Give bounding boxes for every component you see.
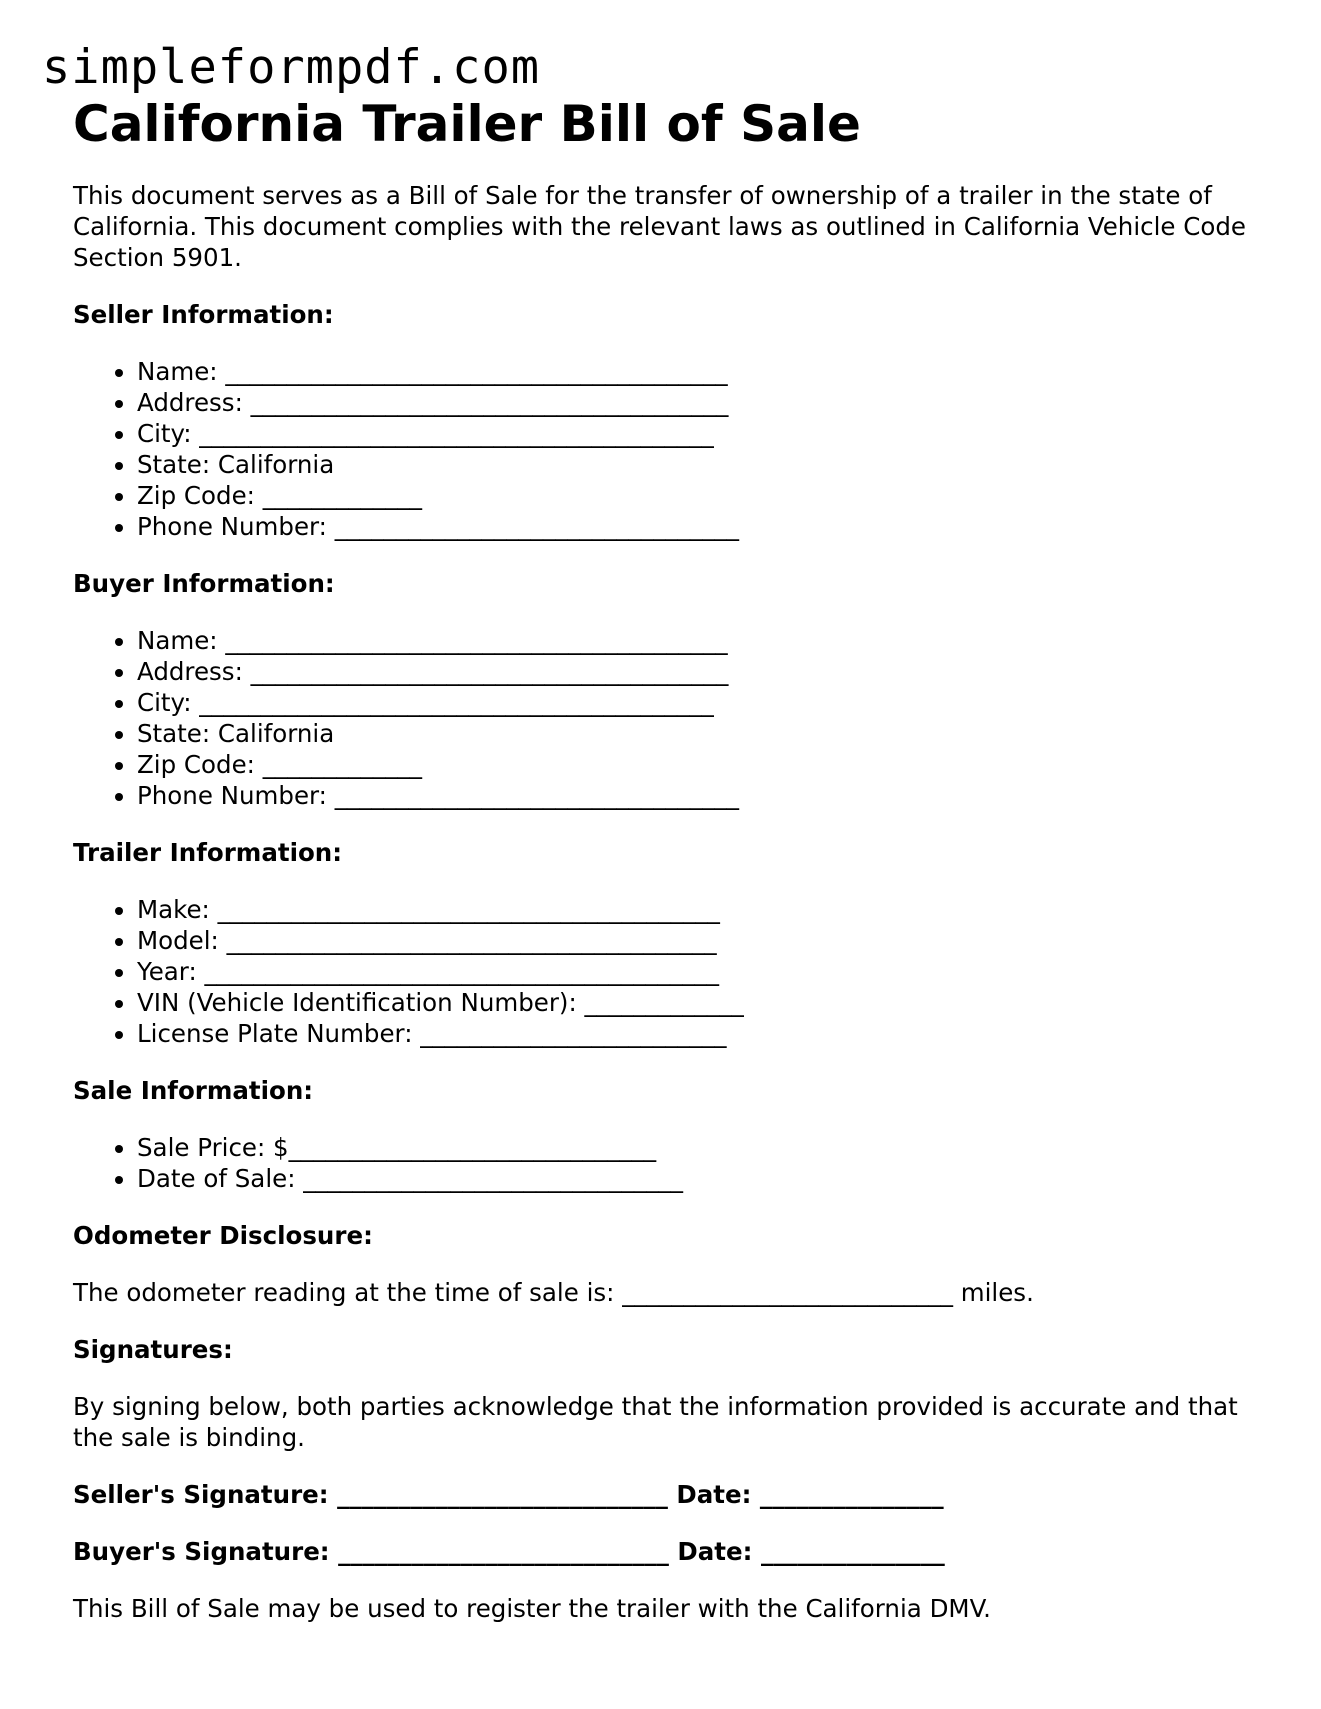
buyer-name-field[interactable]: • Name: _________________________________________: [137, 625, 1253, 656]
buyer-phone-field[interactable]: • Phone Number: _________________________________: [137, 780, 1253, 811]
buyer-address-field[interactable]: • Address: _______________________________________: [137, 656, 1253, 687]
trailer-model-field[interactable]: • Model: ________________________________________: [137, 925, 1253, 956]
footer-note: This Bill of Sale may be used to register the trailer with the California DMV.: [73, 1594, 991, 1623]
document-title: California Trailer Bill of Sale: [73, 95, 861, 153]
seller-state-field: • State: California: [137, 449, 1253, 480]
sale-list: [73, 1132, 1253, 1194]
buyer-list: [73, 625, 1253, 811]
seller-phone-field[interactable]: • Phone Number: _________________________________: [137, 511, 1253, 542]
odometer-reading-field[interactable]: The odometer reading at the time of sale is: ___________________________ miles.: [73, 1278, 1034, 1307]
seller-city-field[interactable]: • City: __________________________________________: [137, 418, 1253, 449]
trailer-year-field[interactable]: • Year: __________________________________________: [137, 956, 1253, 987]
trailer-heading: Trailer Information:: [73, 838, 343, 867]
buyer-zip-field[interactable]: • Zip Code: _____________: [137, 749, 1253, 780]
document: [73, 90, 1253, 1624]
intro-paragraph: This document serves as a Bill of Sale for the transfer of ownership of a trailer in the state of California. This document complies with the relevant laws as outlined in California Vehicle Code Section 5901.: [73, 181, 1246, 272]
seller-heading: Seller Information:: [73, 300, 334, 329]
seller-address-field[interactable]: • Address: _______________________________________: [137, 387, 1253, 418]
trailer-make-field[interactable]: • Make: _________________________________________: [137, 894, 1253, 925]
seller-signature-line[interactable]: Seller's Signature: ___________________________ Date: _______________: [73, 1480, 944, 1509]
buyer-state-field: • State: California: [137, 718, 1253, 749]
sale-date-field[interactable]: • Date of Sale: _______________________________: [137, 1163, 1253, 1194]
site-watermark: simpleformpdf.com: [42, 40, 541, 95]
signatures-heading: Signatures:: [73, 1335, 233, 1364]
seller-zip-field[interactable]: • Zip Code: _____________: [137, 480, 1253, 511]
seller-list: [73, 356, 1253, 542]
trailer-list: [73, 894, 1253, 1049]
buyer-heading: Buyer Information:: [73, 569, 335, 598]
seller-name-field[interactable]: • Name: _________________________________________: [137, 356, 1253, 387]
sale-heading: Sale Information:: [73, 1076, 314, 1105]
trailer-plate-field[interactable]: • License Plate Number: _________________________: [137, 1018, 1253, 1049]
trailer-vin-field[interactable]: • VIN (Vehicle Identification Number): _____________: [137, 987, 1253, 1018]
odometer-heading: Odometer Disclosure:: [73, 1221, 373, 1250]
buyer-city-field[interactable]: • City: __________________________________________: [137, 687, 1253, 718]
sale-price-field[interactable]: • Sale Price: $______________________________: [137, 1132, 1253, 1163]
buyer-signature-line[interactable]: Buyer's Signature: ___________________________ Date: _______________: [73, 1537, 945, 1566]
signatures-paragraph: By signing below, both parties acknowledge that the information provided is accurate and that the sale is binding.: [73, 1392, 1238, 1452]
